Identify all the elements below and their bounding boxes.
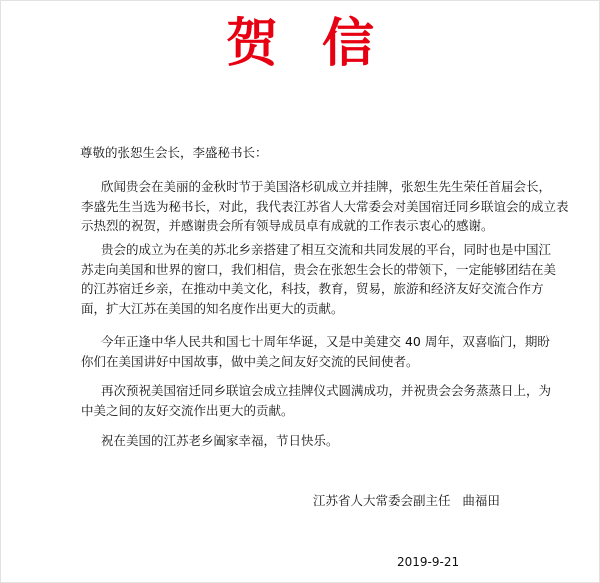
paragraph-line: 贵会的成立为在美的苏北乡亲搭建了相互交流和共同发展的平台，同时也是中国江 xyxy=(101,242,552,257)
paragraph-line: 示热烈的祝贺，并感谢贵会所有领导成员卓有成就的工作表示衷心的感谢。 xyxy=(81,218,494,233)
paragraph-line: 中美之间的友好交流作出更大的贡献。 xyxy=(81,402,294,418)
paragraph-line: 今年正逢中华人民共和国七十周年华诞，又是中美建交 40 周年，双喜临门，期盼 xyxy=(101,334,550,349)
paragraph-line: 你们在美国讲好中国故事，做中美之间友好交流的民间使者。 xyxy=(81,353,419,369)
letter-title: 贺信 xyxy=(225,13,418,74)
paragraph-line: 的江苏宿迁乡亲，在推动中美文化，科技，教育，贸易，旅游和经济友好交流合作方 xyxy=(81,281,544,296)
paragraph-line: 李盛先生当选为秘书长，对此，我代表江苏省人大常委会对美国宿迁同乡联谊会的成立表 xyxy=(81,198,569,214)
paragraph-4 xyxy=(81,381,551,420)
paragraph-line: 再次预祝美国宿迁同乡联谊会成立挂牌仪式圆满成功，并祝贵会会务蒸蒸日上，为 xyxy=(101,383,552,398)
paragraph-line: 苏走向美国和世界的窗口，我们相信，贵会在张恕生会长的带领下，一定能够团结在美 xyxy=(81,261,557,277)
signature: 江苏省人大常委会副主任 曲福田 xyxy=(313,493,500,508)
salutation: 尊敬的张恕生会长，李盛秘书长： xyxy=(80,145,268,160)
paragraph-1 xyxy=(81,177,569,236)
paragraph-5 xyxy=(81,431,551,451)
letter-date: 2019-9-21 xyxy=(397,555,460,569)
paragraph-line: 欣闻贵会在美丽的金秋时节于美国洛杉矶成立并挂牌，张恕生先生荣任首届会长， xyxy=(101,179,552,194)
paragraph-line: 面，扩大江苏在美国的知名度作出更大的贡献。 xyxy=(81,300,344,316)
paragraph-3 xyxy=(81,332,551,371)
paragraph-2 xyxy=(81,240,557,318)
paragraph-line: 祝在美国的江苏老乡阖家幸福，节日快乐。 xyxy=(101,433,339,448)
